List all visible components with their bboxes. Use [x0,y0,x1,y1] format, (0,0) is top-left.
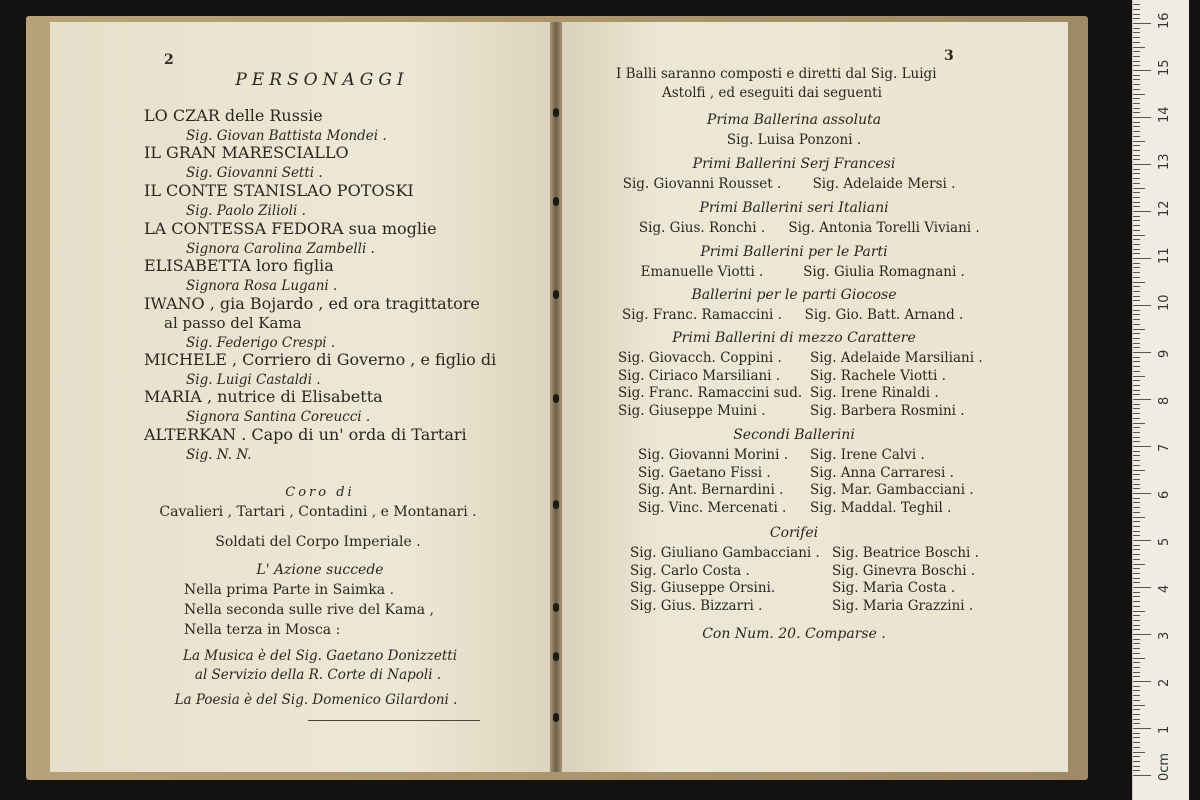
ruler-tick [1133,700,1140,701]
ruler-tick [1133,56,1140,57]
ruler-tick [1133,343,1140,344]
ruler-tick [1133,305,1151,306]
performer: Sig. Gius. Bizzarri . [630,597,763,614]
role: ELISABETTA loro figlia [144,256,334,275]
ruler-tick [1133,643,1140,644]
ruler-tick [1133,752,1145,753]
ruler-tick [1133,286,1140,287]
actor: Sig. Luigi Castaldi . [186,372,321,388]
binding-stitch [553,713,559,722]
measurement-ruler [1132,0,1189,800]
ruler-tick [1133,18,1140,19]
ruler-tick [1133,568,1140,569]
ruler-tick [1133,747,1140,748]
ruler-tick [1133,94,1145,95]
ruler-label: 14 [1157,106,1172,123]
ruler-tick [1133,225,1140,226]
ruler-tick [1133,681,1151,682]
musica-credit-2: al Servizio della R. Corte di Napoli . [194,667,442,683]
ruler-tick [1133,667,1140,668]
ruler-tick [1133,70,1151,71]
ruler-tick [1133,404,1140,405]
actor: Signora Santina Coreucci . [186,409,371,425]
ruler-tick [1133,329,1145,330]
ruler-tick [1133,32,1140,33]
performer: Sig. Maddal. Teghil . [810,499,952,516]
binding-stitch [553,197,559,206]
ruler-tick [1133,714,1140,715]
ruler-tick [1133,432,1140,433]
ruler-label: 13 [1157,153,1172,170]
ruler-tick [1133,723,1140,724]
ruler-tick [1133,441,1140,442]
ruler-label: 7 [1157,443,1172,452]
ruler-tick [1133,634,1151,635]
ruler-tick [1133,141,1145,142]
performer: Sig. Gio. Batt. Arnand . [804,307,964,323]
intro-line: I Balli saranno composti e diretti dal Sig. Luigi [616,66,937,82]
ruler-tick [1133,47,1145,48]
ruler-tick [1133,108,1140,109]
footer-comparse: Con Num. 20. Comparse . [702,626,886,642]
role: LO CZAR delle Russie [144,106,323,125]
soldati: Soldati del Corpo Imperiale . [215,534,421,550]
ruler-tick [1133,564,1145,565]
ruler-label: 5 [1157,537,1172,546]
ruler-label: 2 [1157,678,1172,687]
ruler-tick [1133,601,1140,602]
ruler-tick [1133,150,1140,151]
performer: Sig. Maria Costa . [832,580,956,596]
ruler-tick [1133,728,1151,729]
ruler-tick [1133,587,1151,588]
ruler-tick [1133,761,1140,762]
ruler-tick [1133,380,1140,381]
ruler-tick [1133,446,1151,447]
ruler-tick [1133,695,1140,696]
ruler-tick [1133,357,1140,358]
ruler-tick [1133,676,1140,677]
ruler-tick [1133,155,1140,156]
ruler-tick [1133,493,1151,494]
section-heading: Primi Ballerini Serj Francesi [692,156,896,172]
ruler-tick [1133,385,1140,386]
ruler-tick [1133,230,1140,231]
ruler-tick [1133,235,1145,236]
ruler-tick [1133,164,1151,165]
ruler-tick [1133,267,1140,268]
ruler-label: 16 [1157,12,1172,29]
binding-stitch [553,290,559,299]
ruler-tick [1133,239,1140,240]
section-heading: Primi Ballerini per le Parti [700,244,888,260]
ruler-tick [1133,192,1140,193]
performer: Sig. Vinc. Mercenati . [638,499,787,516]
performer: Sig. Barbera Rosmini . [810,402,965,419]
page-number: 2 [164,52,174,68]
ruler-tick [1133,61,1140,62]
ruler-tick [1133,244,1140,245]
performer: Sig. Beatrice Boschi . [832,545,979,561]
performer: Sig. Maria Grazzini . [832,597,974,614]
ruler-tick [1133,479,1140,480]
ruler-tick [1133,310,1140,311]
ruler-tick [1133,117,1151,118]
actor: Signora Rosa Lugani . [186,278,338,294]
performer: Sig. Gius. Ronchi . [638,220,766,236]
ruler-tick [1133,211,1151,212]
ruler-tick [1133,526,1140,527]
ruler-tick [1133,554,1140,555]
ruler-tick [1133,615,1140,616]
ruler-tick [1133,498,1140,499]
ruler-tick [1133,648,1140,649]
actor: Signora Carolina Zambelli . [186,241,375,257]
section-heading: Prima Ballerina assoluta [706,112,882,128]
ruler-tick [1133,173,1140,174]
performer: Sig. Giovanni Morini . [638,447,789,463]
ruler-label: 15 [1157,59,1172,76]
actor: Sig. Giovan Battista Mondei . [186,128,387,144]
left-page [50,22,550,772]
ruler-tick [1133,145,1140,146]
ruler-tick [1133,282,1145,283]
binding-stitch [553,500,559,509]
binding-stitch [553,603,559,612]
binding-stitch [553,394,559,403]
ruler-tick [1133,178,1140,179]
ruler-tick [1133,423,1145,424]
performer: Sig. Irene Calvi . [810,447,925,463]
performer: Sig. Giuseppe Muini . [618,402,766,419]
ruler-tick [1133,202,1140,203]
ruler-tick [1133,653,1140,654]
section-heading: Ballerini per le parti Giocose [691,287,897,303]
ruler-tick [1133,775,1151,776]
performer: Sig. Giovacch. Coppini . [618,350,782,366]
performer: Sig. Giulia Romagnani . [803,264,965,280]
ruler-tick [1133,545,1140,546]
ruler-tick [1133,314,1140,315]
performer: Sig. Ginevra Boschi . [832,562,976,579]
performer: Sig. Ant. Bernardini . [638,482,784,498]
performer: Sig. Antonia Torelli Viviani . [788,220,980,236]
ruler-tick [1133,131,1140,132]
ruler-label: 12 [1157,200,1172,217]
ruler-tick [1133,611,1145,612]
page-number: 3 [944,48,954,64]
ruler-tick [1133,399,1151,400]
performer: Sig. Franc. Ramaccini . [622,307,782,323]
ruler-tick [1133,253,1140,254]
section-heading: Secondi Ballerini [733,427,855,443]
ruler-tick [1133,338,1140,339]
ruler-tick [1133,347,1140,348]
performer: Sig. Giovanni Rousset . [622,176,782,192]
ruler-tick [1133,437,1140,438]
ruler-tick [1133,319,1140,320]
ruler-tick [1133,592,1140,593]
ruler-tick [1133,291,1140,292]
performer: Sig. Giuseppe Orsini. [630,580,776,596]
ruler-tick [1133,169,1140,170]
ruler-tick [1133,23,1151,24]
role-continued: al passo del Kama [164,314,302,332]
ruler-tick [1133,352,1151,353]
ruler-tick [1133,197,1140,198]
ruler-tick [1133,159,1140,160]
ruler-tick [1133,333,1140,334]
ruler-tick [1133,559,1140,560]
ruler-tick [1133,51,1140,52]
ruler-tick [1133,606,1140,607]
role: IL CONTE STANISLAO POTOSKI [144,181,414,200]
ruler-tick [1133,98,1140,99]
ruler-tick [1133,42,1140,43]
ruler-tick [1133,451,1140,452]
ruler-tick [1133,9,1140,10]
ruler-tick [1133,540,1151,541]
ruler-label: 11 [1157,247,1172,264]
ruler-tick [1133,65,1140,66]
ruler-tick [1133,366,1140,367]
ruler-tick [1133,4,1140,5]
section-heading: Corifei [769,525,819,541]
actor: Sig. Paolo Zilioli . [186,203,306,219]
ruler-tick [1133,126,1140,127]
ruler-label: 0cm [1157,752,1172,781]
ruler-tick [1133,14,1140,15]
ruler-label: 6 [1157,490,1172,499]
ruler-tick [1133,37,1140,38]
ruler-label: 1 [1157,725,1172,734]
performer: Sig. Anna Carraresi . [810,464,954,481]
performer: Sig. Gaetano Fissi . [638,464,771,481]
ruler-tick [1133,394,1140,395]
performer: Sig. Irene Rinaldi . [810,385,939,401]
role: ALTERKAN . Capo di un' orda di Tartari [144,425,467,444]
performer: Sig. Mar. Gambacciani . [810,482,974,498]
ruler-tick [1133,629,1140,630]
performer: Sig. Ciriaco Marsiliani . [618,367,781,384]
section-heading: Primi Ballerini di mezzo Carattere [672,330,916,346]
ruler-tick [1133,756,1140,757]
ruler-tick [1133,418,1140,419]
ruler-tick [1133,517,1145,518]
ruler-tick [1133,709,1140,710]
ruler-tick [1133,672,1140,673]
performer: Sig. Rachele Viotti . [810,367,946,384]
actor: Sig. Federigo Crespi . [186,335,336,351]
ruler-tick [1133,460,1140,461]
musica-credit: La Musica è del Sig. Gaetano Donizzetti [182,648,458,664]
performer: Sig. Adelaide Mersi . [812,176,956,192]
ruler-tick [1133,705,1145,706]
ruler-tick [1133,272,1140,273]
ruler-tick [1133,658,1145,659]
ruler-label: 8 [1157,396,1172,405]
ruler-tick [1133,427,1140,428]
ruler-tick [1133,390,1140,391]
coro-label: Coro di [285,485,355,500]
ruler-tick [1133,89,1140,90]
ruler-tick [1133,535,1140,536]
right-page [562,22,1068,772]
ruler-tick [1133,79,1140,80]
ruler-tick [1133,690,1140,691]
role: MARIA , nutrice di Elisabetta [144,387,383,406]
ruler-tick [1133,112,1140,113]
ruler-label: 10 [1157,294,1172,311]
ruler-tick [1133,578,1140,579]
ruler-tick [1133,300,1140,301]
ruler-tick [1133,573,1140,574]
ruler-tick [1133,216,1140,217]
ruler-tick [1133,296,1140,297]
role: IL GRAN MARESCIALLO [144,143,349,162]
ruler-tick [1133,549,1140,550]
ruler-tick [1133,84,1140,85]
page-title: PERSONAGGI [235,70,409,90]
ruler-tick [1133,733,1140,734]
ruler-tick [1133,455,1140,456]
ruler-tick [1133,371,1140,372]
ruler-label: 3 [1157,631,1172,640]
ruler-tick [1133,75,1140,76]
ruler-tick [1133,376,1145,377]
performer: Sig. Franc. Ramaccini sud. [618,385,803,401]
actor: Sig. N. N. [186,447,252,463]
azione-line: Nella terza in Mosca : [184,622,341,638]
ruler-tick [1133,488,1140,489]
ruler-tick [1133,620,1140,621]
ruler-tick [1133,625,1140,626]
ruler-tick [1133,413,1140,414]
binding-stitch [553,108,559,117]
actor: Sig. Giovanni Setti . [186,165,323,181]
azione-heading: L' Azione succede [256,562,384,578]
ruler-tick [1133,719,1140,720]
binding-stitch [553,652,559,661]
end-rule [308,720,480,721]
ruler-tick [1133,263,1140,264]
coro-members: Cavalieri , Tartari , Contadini , e Montanari . [159,504,477,520]
section-heading: Primi Ballerini seri Italiani [699,200,889,216]
ruler-tick [1133,596,1140,597]
ruler-tick [1133,474,1140,475]
performer: Emanuelle Viotti . [640,264,764,280]
ruler-tick [1133,470,1145,471]
ruler-tick [1133,28,1140,29]
ruler-tick [1133,206,1140,207]
ruler-tick [1133,686,1140,687]
performer: Sig. Carlo Costa . [630,562,750,579]
ruler-tick [1133,324,1140,325]
ruler-tick [1133,408,1140,409]
ruler-tick [1133,183,1140,184]
ruler-tick [1133,766,1140,767]
performer: Sig. Giuliano Gambacciani . [630,545,820,561]
ruler-tick [1133,662,1140,663]
azione-line: Nella prima Parte in Saimka . [184,582,395,598]
performer: Sig. Adelaide Marsiliani . [810,350,983,366]
ruler-tick [1133,103,1140,104]
role: MICHELE , Corriero di Governo , e figlio di [144,350,497,369]
ruler-tick [1133,220,1140,221]
ruler-tick [1133,122,1140,123]
poesia-credit: La Poesia è del Sig. Domenico Gilardoni . [174,692,458,708]
ruler-label: 9 [1157,349,1172,358]
ruler-tick [1133,512,1140,513]
ruler-tick [1133,639,1140,640]
ruler-tick [1133,737,1140,738]
ruler-label: 4 [1157,584,1172,593]
ruler-tick [1133,465,1140,466]
ruler-tick [1133,188,1145,189]
intro-line-2: Astolfi , ed eseguiti dai seguenti [662,85,882,101]
ruler-tick [1133,521,1140,522]
role: IWANO , gia Bojardo , ed ora tragittatore [144,294,480,313]
ruler-tick [1133,742,1140,743]
ruler-tick [1133,484,1140,485]
performer: Sig. Luisa Ponzoni . [726,132,862,148]
ruler-tick [1133,507,1140,508]
ruler-tick [1133,361,1140,362]
ruler-tick [1133,258,1151,259]
role: LA CONTESSA FEDORA sua moglie [144,219,437,238]
ruler-tick [1133,582,1140,583]
ruler-tick [1133,531,1140,532]
ruler-tick [1133,277,1140,278]
ruler-tick [1133,136,1140,137]
azione-line: Nella seconda sulle rive del Kama , [184,602,435,618]
ruler-tick [1133,249,1140,250]
ruler-tick [1133,502,1140,503]
ruler-tick [1133,770,1140,771]
